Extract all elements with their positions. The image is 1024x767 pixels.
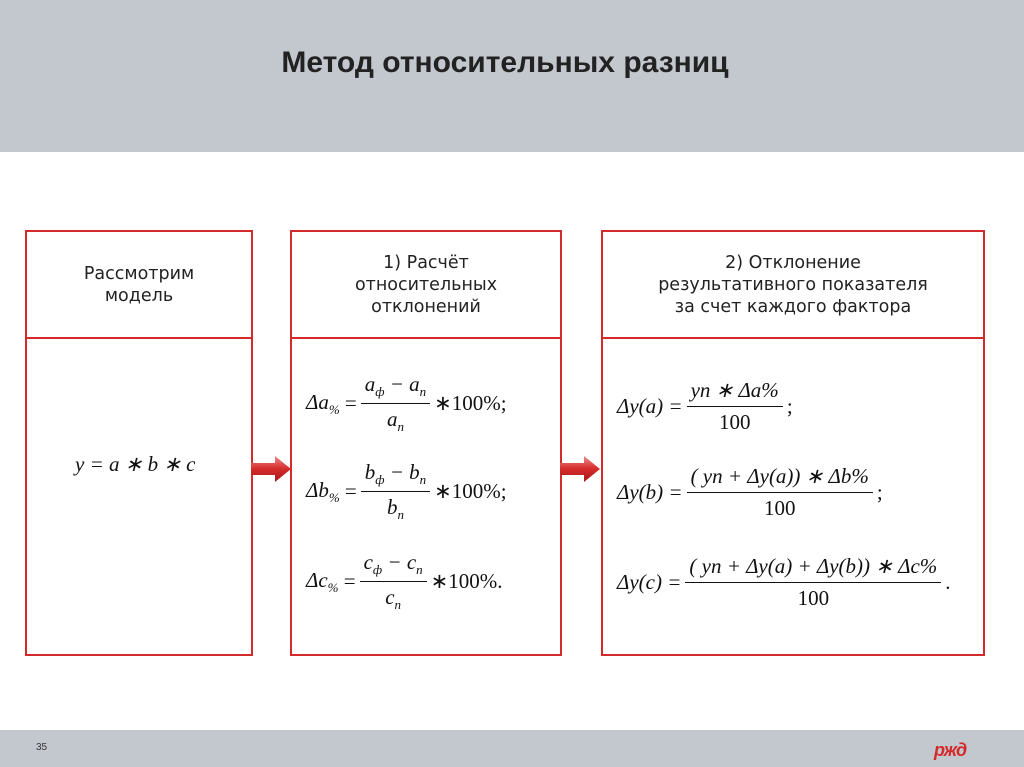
- model-panel-header: [27, 232, 251, 339]
- header-line: относительных: [354, 274, 498, 295]
- relative-deviation-header: [292, 232, 560, 339]
- slide-title: Метод относительных разниц: [281, 46, 729, 79]
- formula-dy-a: Δy(a) = $\frac{yn ∗ \Delta a\%}{100}$ ;: [617, 378, 793, 434]
- header-line: модель: [104, 285, 174, 306]
- formula-delta-a: $\Delta a_{\%}$ = $\frac{a_ф - a_n}{a_n}$ ∗100%;: [306, 372, 507, 434]
- model-panel: [25, 230, 253, 656]
- factor-deviation-panel: [601, 230, 985, 656]
- formula-delta-b: $\Delta b_{\%}$ = $\frac{b_ф - b_n}{b_n}$ ∗100%;: [306, 460, 507, 522]
- formula-delta-c: $\Delta c_{\%}$ = $\frac{c_ф - c_n}{c_n}$ ∗100%.: [306, 550, 503, 612]
- arrow-right-icon: [251, 456, 291, 482]
- header-line: 2) Отклонение: [725, 252, 861, 273]
- formula-dy-b: Δy(b) = $\frac{( yn + \Delta y(a)) ∗ \Delta b\%}{100}$ ;: [617, 464, 883, 520]
- page-number: 35: [36, 742, 48, 753]
- footer-band: [0, 730, 1024, 767]
- arrow-right-icon: [560, 456, 600, 482]
- rzd-logo: ржд: [934, 740, 967, 760]
- model-formula: y = a ∗ b ∗ c: [75, 452, 196, 476]
- factor-deviation-header: [603, 232, 983, 339]
- header-line: 1) Расчёт: [383, 252, 469, 273]
- header-line: результативного показателя: [658, 274, 928, 295]
- formula-dy-c: Δy(c) = $\frac{( yn + \Delta y(a) + \Delta y(b)) ∗ \Delta c\%}{100}$ .: [617, 554, 951, 610]
- header-line: отклонений: [371, 296, 481, 317]
- relative-deviation-panel: [290, 230, 562, 656]
- header-line: за счет каждого фактора: [674, 296, 912, 317]
- header-line: Рассмотрим: [83, 263, 195, 284]
